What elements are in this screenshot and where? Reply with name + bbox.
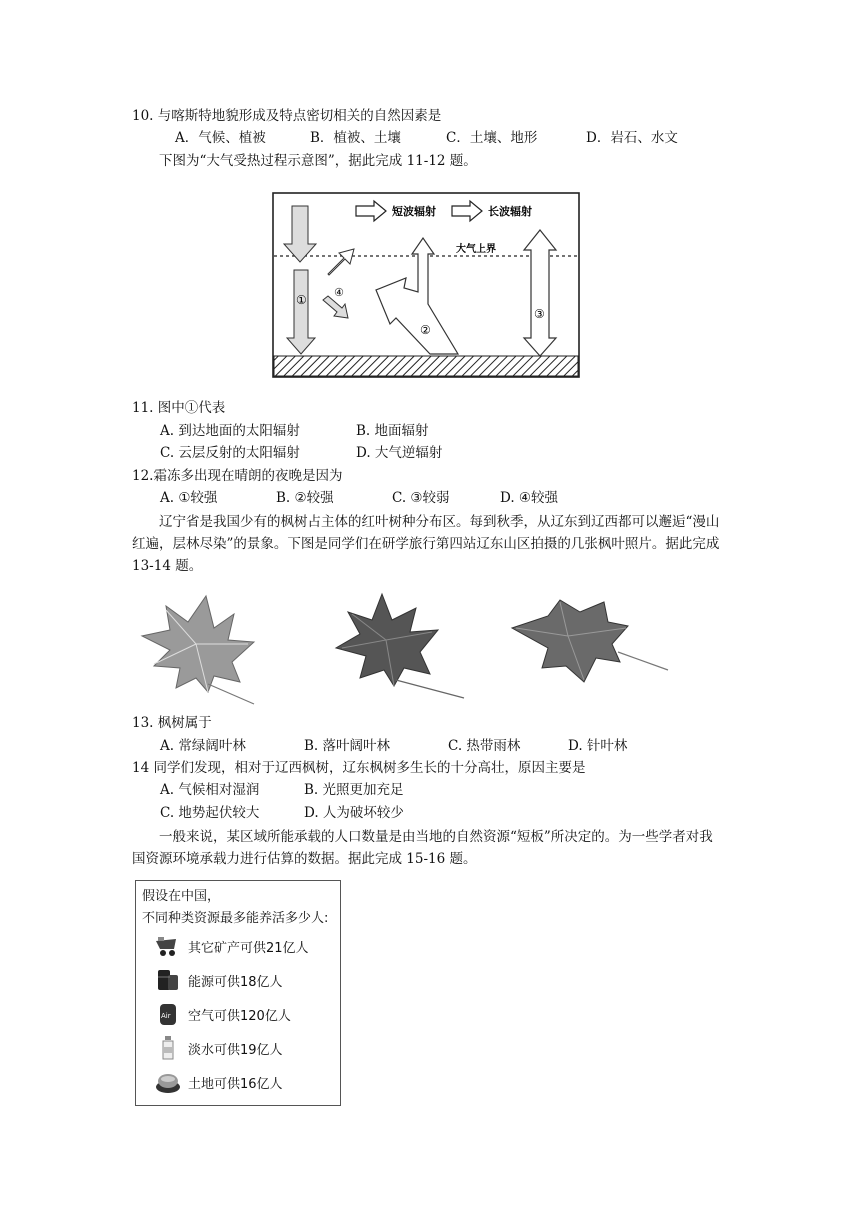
resource-item-land <box>154 1069 283 1095</box>
resource-title-2: 不同种类资源最多能养活多少人: <box>142 911 329 926</box>
atmosphere-heating-diagram <box>272 192 582 380</box>
legend-long-wave: 长波辐射 <box>488 205 532 218</box>
marker-1: ① <box>296 293 307 307</box>
q10-option-c: C．土壤、地形 <box>446 130 538 146</box>
resource-item-air <box>154 1001 291 1027</box>
resource-label-freshwater: 淡水可供19亿人 <box>188 1042 283 1058</box>
q10-option-d: D．岩石、水文 <box>586 130 678 146</box>
resource-title-1: 假设在中国， <box>142 889 221 904</box>
resource-capacity-figure <box>135 880 341 1106</box>
q14-option-a: A. 气候相对湿润 <box>160 782 260 798</box>
mining-cart-icon <box>154 933 182 959</box>
resource-item-energy <box>154 967 283 993</box>
water-bottle-icon <box>154 1035 182 1061</box>
q11-option-c: C. 云层反射的太阳辐射 <box>160 445 300 461</box>
intro-15-16: 一般来说，某区域所能承载的人口数量是由当地的自然资源“短板”所决定的。为一些学者对我国资源环境承载力进行估算的数据。据此完成 15-16 题。 <box>132 829 713 867</box>
resource-item-minerals <box>154 933 309 959</box>
boundary-label: 大气上界 <box>456 244 496 255</box>
q12-stem: 12.霜冻多出现在晴朗的夜晚是因为 <box>132 468 343 484</box>
q14-option-c: C. 地势起伏较大 <box>160 805 260 821</box>
q12-option-c: C. ③较弱 <box>392 490 450 506</box>
q11-option-d: D. 大气逆辐射 <box>356 445 443 461</box>
legend-short-wave: 短波辐射 <box>392 205 436 218</box>
q12-option-a: A. ①较强 <box>160 490 218 506</box>
q14-option-d: D. 人为破坏较少 <box>304 805 404 821</box>
resource-label-air: 空气可供120亿人 <box>188 1008 291 1024</box>
q11-stem: 11. 图中①代表 <box>132 400 226 416</box>
oil-barrel-icon <box>154 967 182 993</box>
soil-pot-icon <box>154 1069 182 1095</box>
q13-option-a: A. 常绿阔叶林 <box>160 738 246 754</box>
q13-option-b: B. 落叶阔叶林 <box>304 738 391 754</box>
q14-option-b: B. 光照更加充足 <box>304 782 404 798</box>
maple-leaf-photo-2 <box>330 590 470 702</box>
intro-13-14: 辽宁省是我国少有的枫树占主体的红叶树种分布区。每到秋季，从辽东到辽西都可以邂逅“漫山红遍，层林尽染”的景象。下图是同学们在研学旅行第四站辽东山区拍摄的几张枫叶照片。据此完成 13-14 题。 <box>132 514 720 574</box>
q10-option-b: B．植被、土壤 <box>310 130 401 146</box>
q11-option-b: B. 地面辐射 <box>356 423 429 439</box>
q13-option-c: C. 热带雨林 <box>448 738 521 754</box>
q12-option-d: D. ④较强 <box>500 490 559 506</box>
resource-label-energy: 能源可供18亿人 <box>188 974 283 990</box>
air-can-icon <box>154 1001 182 1027</box>
intro-11-12: 下图为“大气受热过程示意图”，据此完成 11-12 题。 <box>159 153 477 169</box>
resource-label-minerals: 其它矿产可供21亿人 <box>188 940 309 956</box>
maple-leaf-photo-1 <box>136 588 260 708</box>
q10-option-a: A．气候、植被 <box>175 130 266 146</box>
resource-item-freshwater <box>154 1035 283 1061</box>
q13-stem: 13. 枫树属于 <box>132 715 212 731</box>
resource-label-land: 土地可供16亿人 <box>188 1076 283 1092</box>
q13-option-d: D. 针叶林 <box>568 738 628 754</box>
marker-2: ② <box>420 323 431 337</box>
marker-3: ③ <box>534 307 545 321</box>
q14-stem: 14 同学们发现，相对于辽西枫树，辽东枫树多生长的十分高壮，原因主要是 <box>132 760 586 776</box>
q11-option-a: A. 到达地面的太阳辐射 <box>160 423 300 439</box>
maple-leaf-photo-3 <box>508 596 672 696</box>
q10-stem: 10. 与喀斯特地貌形成及特点密切相关的自然因素是 <box>132 108 442 124</box>
marker-4: ④ <box>334 286 344 299</box>
q12-option-b: B. ②较强 <box>276 490 334 506</box>
svg-text:Air: Air <box>161 1012 171 1020</box>
